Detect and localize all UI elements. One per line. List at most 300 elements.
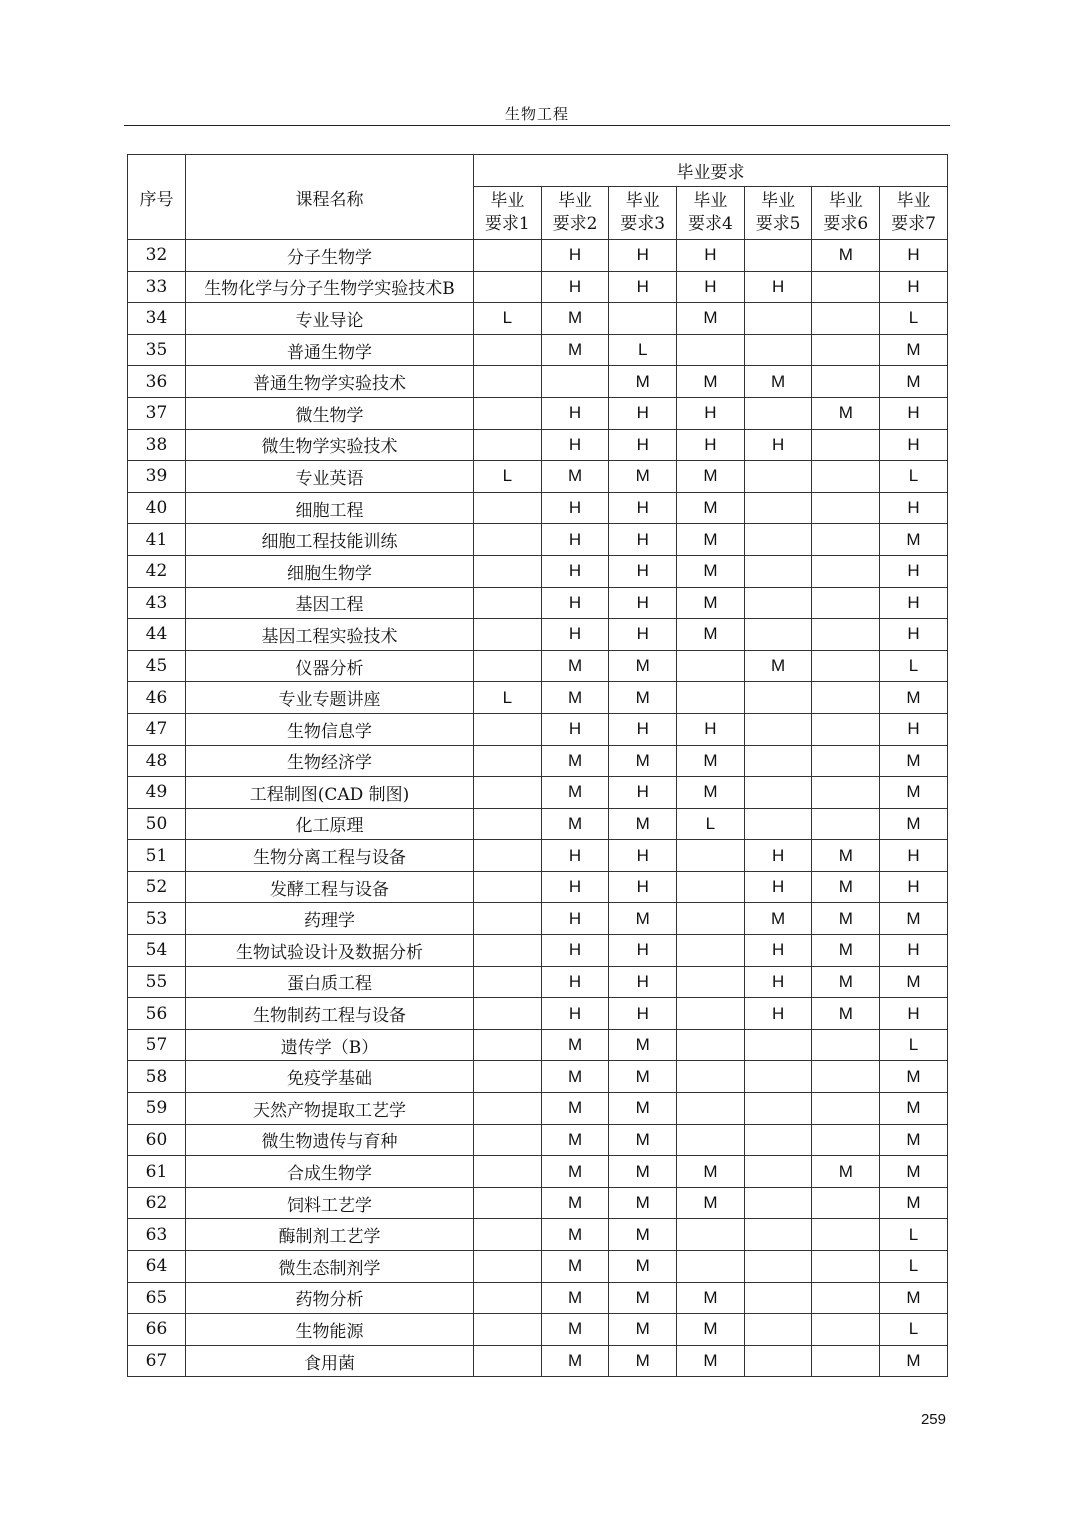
requirement-level-cell: M (880, 524, 948, 556)
requirement-level-cell: H (541, 840, 609, 872)
requirement-level-cell (812, 366, 880, 398)
requirement-level-cell: H (609, 397, 677, 429)
requirement-level-cell (812, 587, 880, 619)
serial-number-cell: 50 (128, 808, 186, 840)
requirement-level-cell (812, 808, 880, 840)
requirement-level-cell: M (744, 650, 812, 682)
requirement-level-cell: H (744, 998, 812, 1030)
requirement-level-cell: M (609, 1345, 677, 1377)
requirement-level-cell (474, 903, 542, 935)
serial-number-cell: 38 (128, 429, 186, 461)
requirement-level-cell: M (744, 366, 812, 398)
requirement-level-cell (812, 555, 880, 587)
requirement-level-cell (812, 1187, 880, 1219)
requirement-level-cell: M (744, 903, 812, 935)
requirement-level-cell (812, 1093, 880, 1125)
requirement-level-cell (677, 1219, 745, 1251)
requirement-level-cell (744, 587, 812, 619)
table-row (128, 1251, 948, 1283)
requirement-level-cell: M (609, 1029, 677, 1061)
requirement-level-cell: H (609, 619, 677, 651)
requirement-level-cell (474, 935, 542, 967)
serial-number-cell: 33 (128, 271, 186, 303)
requirement-level-cell: M (677, 777, 745, 809)
requirement-level-cell (474, 271, 542, 303)
requirement-level-cell: H (541, 998, 609, 1030)
requirement-level-cell: M (880, 682, 948, 714)
requirement-level-cell: H (880, 240, 948, 272)
serial-number-cell: 58 (128, 1061, 186, 1093)
course-name-cell: 微生态制剂学 (186, 1251, 474, 1283)
serial-number-cell: 44 (128, 619, 186, 651)
serial-number-cell: 54 (128, 935, 186, 967)
requirement-level-cell: H (609, 966, 677, 998)
serial-number-cell: 61 (128, 1156, 186, 1188)
header-requirement-line: 毕业 (490, 191, 525, 211)
requirement-level-cell: L (474, 682, 542, 714)
table-row (128, 745, 948, 777)
requirement-level-cell (474, 840, 542, 872)
requirement-level-cell (474, 240, 542, 272)
requirement-level-cell (474, 1314, 542, 1346)
table-row (128, 461, 948, 493)
requirement-level-cell: H (541, 619, 609, 651)
requirement-level-cell: H (744, 871, 812, 903)
requirement-level-cell (744, 1187, 812, 1219)
requirement-level-cell: M (677, 1156, 745, 1188)
serial-number-cell: 63 (128, 1219, 186, 1251)
course-name-cell: 微生物学 (186, 397, 474, 429)
requirement-level-cell: M (541, 461, 609, 493)
header-divider (124, 125, 950, 126)
requirement-level-cell: M (541, 1345, 609, 1377)
requirement-level-cell (812, 1061, 880, 1093)
requirement-level-cell: M (609, 366, 677, 398)
requirement-level-cell (744, 1156, 812, 1188)
requirement-level-cell: M (609, 808, 677, 840)
table-row (128, 682, 948, 714)
requirement-level-cell: M (812, 966, 880, 998)
requirement-level-cell (744, 713, 812, 745)
serial-number-cell: 64 (128, 1251, 186, 1283)
requirement-level-cell: H (541, 966, 609, 998)
requirement-level-cell (609, 303, 677, 335)
course-name-cell: 生物经济学 (186, 745, 474, 777)
requirement-level-cell (812, 303, 880, 335)
requirement-level-cell (744, 1314, 812, 1346)
serial-number-cell: 36 (128, 366, 186, 398)
requirement-level-cell (744, 1029, 812, 1061)
requirement-level-cell: H (880, 998, 948, 1030)
requirement-level-cell: M (541, 1093, 609, 1125)
requirement-level-cell (677, 334, 745, 366)
serial-number-cell: 40 (128, 492, 186, 524)
requirement-level-cell (677, 1029, 745, 1061)
requirement-level-cell (812, 1251, 880, 1283)
graduation-requirements-table (127, 154, 948, 1377)
requirement-level-cell (744, 555, 812, 587)
requirement-level-cell: M (677, 524, 745, 556)
requirement-level-cell: M (541, 1187, 609, 1219)
course-name-cell: 专业导论 (186, 303, 474, 335)
requirement-level-cell: M (880, 1093, 948, 1125)
table-row (128, 366, 948, 398)
course-name-cell: 生物试验设计及数据分析 (186, 935, 474, 967)
requirement-level-cell: H (880, 429, 948, 461)
requirement-level-cell: M (609, 903, 677, 935)
course-name-cell: 专业英语 (186, 461, 474, 493)
requirement-level-cell: M (677, 1314, 745, 1346)
requirement-level-cell: H (880, 713, 948, 745)
requirement-level-cell (812, 524, 880, 556)
requirement-level-cell (474, 1093, 542, 1125)
header-requirement-line: 要求6 (823, 214, 869, 234)
table-row (128, 555, 948, 587)
table-row (128, 1093, 948, 1125)
serial-number-cell: 47 (128, 713, 186, 745)
requirement-level-cell: M (609, 1124, 677, 1156)
requirement-level-cell (474, 1061, 542, 1093)
course-name-cell: 天然产物提取工艺学 (186, 1093, 474, 1125)
table-row (128, 240, 948, 272)
requirement-level-cell (812, 745, 880, 777)
serial-number-cell: 43 (128, 587, 186, 619)
requirement-level-cell (474, 1282, 542, 1314)
course-name-cell: 专业专题讲座 (186, 682, 474, 714)
header-requirement-line: 要求2 (552, 214, 598, 234)
table-row (128, 619, 948, 651)
requirement-level-cell: H (880, 397, 948, 429)
course-name-cell: 基因工程实验技术 (186, 619, 474, 651)
header-requirement-3 (609, 187, 677, 240)
requirement-level-cell: H (677, 429, 745, 461)
requirement-level-cell (812, 429, 880, 461)
header-course-name: 课程名称 (186, 155, 474, 240)
requirement-level-cell: H (609, 240, 677, 272)
requirement-level-cell: M (677, 587, 745, 619)
serial-number-cell: 66 (128, 1314, 186, 1346)
requirement-level-cell: H (609, 271, 677, 303)
requirement-level-cell (474, 1219, 542, 1251)
table-row (128, 871, 948, 903)
requirement-level-cell: H (744, 935, 812, 967)
table-row (128, 1156, 948, 1188)
requirement-level-cell: M (541, 1061, 609, 1093)
requirement-level-cell: H (609, 524, 677, 556)
table-row (128, 713, 948, 745)
serial-number-cell: 65 (128, 1282, 186, 1314)
requirement-level-cell: H (541, 903, 609, 935)
header-requirement-5 (744, 187, 812, 240)
header-requirement-line: 毕业 (625, 191, 660, 211)
requirement-level-cell (677, 903, 745, 935)
requirement-level-cell (812, 271, 880, 303)
header-requirement-line: 要求3 (620, 214, 666, 234)
requirement-level-cell: M (609, 1061, 677, 1093)
requirement-level-cell: H (880, 840, 948, 872)
requirement-level-cell: M (880, 903, 948, 935)
requirement-level-cell: M (609, 1156, 677, 1188)
table-row (128, 271, 948, 303)
table-row (128, 998, 948, 1030)
serial-number-cell: 45 (128, 650, 186, 682)
requirement-level-cell: M (880, 777, 948, 809)
requirement-level-cell (474, 871, 542, 903)
serial-number-cell: 35 (128, 334, 186, 366)
requirement-level-cell (744, 1061, 812, 1093)
table-row (128, 303, 948, 335)
table-row (128, 1282, 948, 1314)
requirement-level-cell: M (541, 1124, 609, 1156)
requirement-level-cell: M (541, 650, 609, 682)
page-number: 259 (920, 1411, 946, 1428)
serial-number-cell: 55 (128, 966, 186, 998)
requirement-level-cell: M (609, 682, 677, 714)
requirement-level-cell: M (880, 334, 948, 366)
requirement-level-cell: M (541, 334, 609, 366)
course-name-cell: 分子生物学 (186, 240, 474, 272)
table-row (128, 1029, 948, 1061)
requirement-level-cell: H (609, 587, 677, 619)
course-name-cell: 酶制剂工艺学 (186, 1219, 474, 1251)
serial-number-cell: 39 (128, 461, 186, 493)
requirement-level-cell: H (541, 492, 609, 524)
requirement-level-cell: H (677, 397, 745, 429)
header-requirement-line: 毕业 (693, 191, 728, 211)
serial-number-cell: 46 (128, 682, 186, 714)
page-header-title: 生物工程 (504, 105, 569, 123)
requirement-level-cell (541, 366, 609, 398)
course-name-cell: 细胞生物学 (186, 555, 474, 587)
requirement-level-cell: M (541, 1156, 609, 1188)
requirement-level-cell: H (541, 935, 609, 967)
serial-number-cell: 52 (128, 871, 186, 903)
requirement-level-cell (744, 397, 812, 429)
course-name-cell: 药物分析 (186, 1282, 474, 1314)
requirement-level-cell: H (609, 777, 677, 809)
table-row (128, 903, 948, 935)
requirement-level-cell: H (609, 429, 677, 461)
requirement-level-cell: M (812, 903, 880, 935)
header-requirement-line: 要求1 (484, 214, 530, 234)
requirement-level-cell: M (541, 745, 609, 777)
requirement-level-cell (474, 1345, 542, 1377)
requirement-level-cell: M (677, 303, 745, 335)
requirement-level-cell: M (541, 1282, 609, 1314)
requirement-level-cell (474, 1124, 542, 1156)
table-row (128, 524, 948, 556)
course-name-cell: 普通生物学实验技术 (186, 366, 474, 398)
table-row (128, 650, 948, 682)
serial-number-cell: 59 (128, 1093, 186, 1125)
requirement-level-cell: L (677, 808, 745, 840)
requirement-level-cell (812, 1124, 880, 1156)
header-requirement-line: 要求5 (755, 214, 801, 234)
requirement-level-cell: L (880, 1029, 948, 1061)
requirement-level-cell (474, 334, 542, 366)
requirement-level-cell (474, 429, 542, 461)
table-row (128, 1314, 948, 1346)
course-name-cell: 细胞工程 (186, 492, 474, 524)
header-requirement-line: 毕业 (761, 191, 796, 211)
course-name-cell: 基因工程 (186, 587, 474, 619)
header-requirement-line: 毕业 (828, 191, 863, 211)
requirement-level-cell: M (677, 1187, 745, 1219)
requirement-level-cell: M (812, 397, 880, 429)
requirement-level-cell (812, 650, 880, 682)
course-name-cell: 仪器分析 (186, 650, 474, 682)
serial-number-cell: 37 (128, 397, 186, 429)
header-requirement-6 (812, 187, 880, 240)
table-row (128, 777, 948, 809)
table-row (128, 397, 948, 429)
serial-number-cell: 62 (128, 1187, 186, 1219)
header-requirement-2 (541, 187, 609, 240)
course-name-cell: 细胞工程技能训练 (186, 524, 474, 556)
requirement-level-cell (744, 1124, 812, 1156)
table-row (128, 587, 948, 619)
requirement-level-cell (474, 555, 542, 587)
serial-number-cell: 60 (128, 1124, 186, 1156)
requirement-level-cell (812, 619, 880, 651)
requirement-level-cell (474, 1029, 542, 1061)
table-row (128, 334, 948, 366)
requirement-level-cell: H (541, 587, 609, 619)
requirement-level-cell: H (541, 713, 609, 745)
requirement-level-cell (744, 682, 812, 714)
requirement-level-cell: L (880, 461, 948, 493)
serial-number-cell: 56 (128, 998, 186, 1030)
requirement-level-cell: M (541, 808, 609, 840)
requirement-level-cell (677, 682, 745, 714)
requirement-level-cell: M (609, 461, 677, 493)
requirement-level-cell: M (880, 1187, 948, 1219)
requirement-level-cell (744, 303, 812, 335)
course-name-cell: 遗传学（B） (186, 1029, 474, 1061)
serial-number-cell: 48 (128, 745, 186, 777)
requirement-level-cell: M (609, 1187, 677, 1219)
table-row (128, 492, 948, 524)
requirement-level-cell (677, 840, 745, 872)
requirement-level-cell: H (677, 271, 745, 303)
course-name-cell: 生物信息学 (186, 713, 474, 745)
requirement-level-cell (812, 334, 880, 366)
table-row (128, 429, 948, 461)
requirement-level-cell (474, 524, 542, 556)
requirement-level-cell: L (880, 650, 948, 682)
requirement-level-cell: H (880, 935, 948, 967)
requirement-level-cell: M (880, 1345, 948, 1377)
requirement-level-cell (677, 998, 745, 1030)
requirement-level-cell: L (880, 1251, 948, 1283)
header-requirement-line: 毕业 (896, 191, 931, 211)
requirement-level-cell (474, 998, 542, 1030)
requirement-level-cell: M (812, 1156, 880, 1188)
requirement-level-cell (474, 587, 542, 619)
requirement-level-cell: M (880, 1156, 948, 1188)
requirement-level-cell: H (677, 240, 745, 272)
requirement-level-cell: H (609, 840, 677, 872)
requirement-level-cell (474, 650, 542, 682)
requirement-level-cell: H (541, 240, 609, 272)
serial-number-cell: 57 (128, 1029, 186, 1061)
requirement-level-cell (474, 397, 542, 429)
table-row (128, 935, 948, 967)
requirement-level-cell (744, 777, 812, 809)
requirement-level-cell: M (812, 998, 880, 1030)
requirement-level-cell (474, 1251, 542, 1283)
course-name-cell: 生物能源 (186, 1314, 474, 1346)
course-name-cell: 药理学 (186, 903, 474, 935)
course-name-cell: 发酵工程与设备 (186, 871, 474, 903)
requirement-level-cell: M (609, 650, 677, 682)
requirement-level-cell: L (880, 1314, 948, 1346)
requirement-level-cell: M (677, 461, 745, 493)
course-name-cell: 工程制图(CAD 制图) (186, 777, 474, 809)
requirement-level-cell (744, 334, 812, 366)
requirement-level-cell: H (541, 397, 609, 429)
requirement-level-cell: M (541, 682, 609, 714)
requirement-level-cell (677, 966, 745, 998)
requirement-level-cell: H (541, 555, 609, 587)
serial-number-cell: 53 (128, 903, 186, 935)
course-name-cell: 化工原理 (186, 808, 474, 840)
serial-number-cell: 32 (128, 240, 186, 272)
serial-number-cell: 51 (128, 840, 186, 872)
requirement-level-cell: M (880, 1061, 948, 1093)
requirement-level-cell (474, 366, 542, 398)
table-row (128, 808, 948, 840)
requirement-level-cell: H (609, 713, 677, 745)
header-requirement-line: 毕业 (558, 191, 593, 211)
requirement-level-cell: H (677, 713, 745, 745)
requirement-level-cell: H (609, 555, 677, 587)
requirement-level-cell (812, 682, 880, 714)
requirement-level-cell: M (880, 366, 948, 398)
requirement-level-cell (812, 713, 880, 745)
requirement-level-cell (812, 492, 880, 524)
requirement-level-cell: M (880, 745, 948, 777)
requirement-level-cell (744, 1219, 812, 1251)
course-name-cell: 微生物学实验技术 (186, 429, 474, 461)
course-name-cell: 饲料工艺学 (186, 1187, 474, 1219)
requirement-level-cell: L (880, 1219, 948, 1251)
requirement-level-cell (474, 966, 542, 998)
requirement-level-cell: M (677, 492, 745, 524)
requirement-level-cell: M (812, 240, 880, 272)
requirement-level-cell (474, 492, 542, 524)
requirement-level-cell: H (744, 840, 812, 872)
requirement-level-cell (474, 1156, 542, 1188)
table-row (128, 1187, 948, 1219)
requirement-level-cell (812, 777, 880, 809)
requirement-level-cell: M (880, 808, 948, 840)
requirement-level-cell: L (474, 303, 542, 335)
requirement-level-cell: H (880, 587, 948, 619)
requirement-level-cell (744, 1093, 812, 1125)
requirement-level-cell: H (880, 271, 948, 303)
header-graduation-requirements: 毕业要求 (474, 155, 948, 187)
table-row (128, 840, 948, 872)
requirement-level-cell: M (812, 840, 880, 872)
requirement-level-cell: M (677, 745, 745, 777)
requirement-level-cell: H (880, 492, 948, 524)
requirement-level-cell (744, 461, 812, 493)
requirement-level-cell: M (677, 1282, 745, 1314)
serial-number-cell: 34 (128, 303, 186, 335)
course-name-cell: 普通生物学 (186, 334, 474, 366)
requirement-level-cell: M (812, 871, 880, 903)
